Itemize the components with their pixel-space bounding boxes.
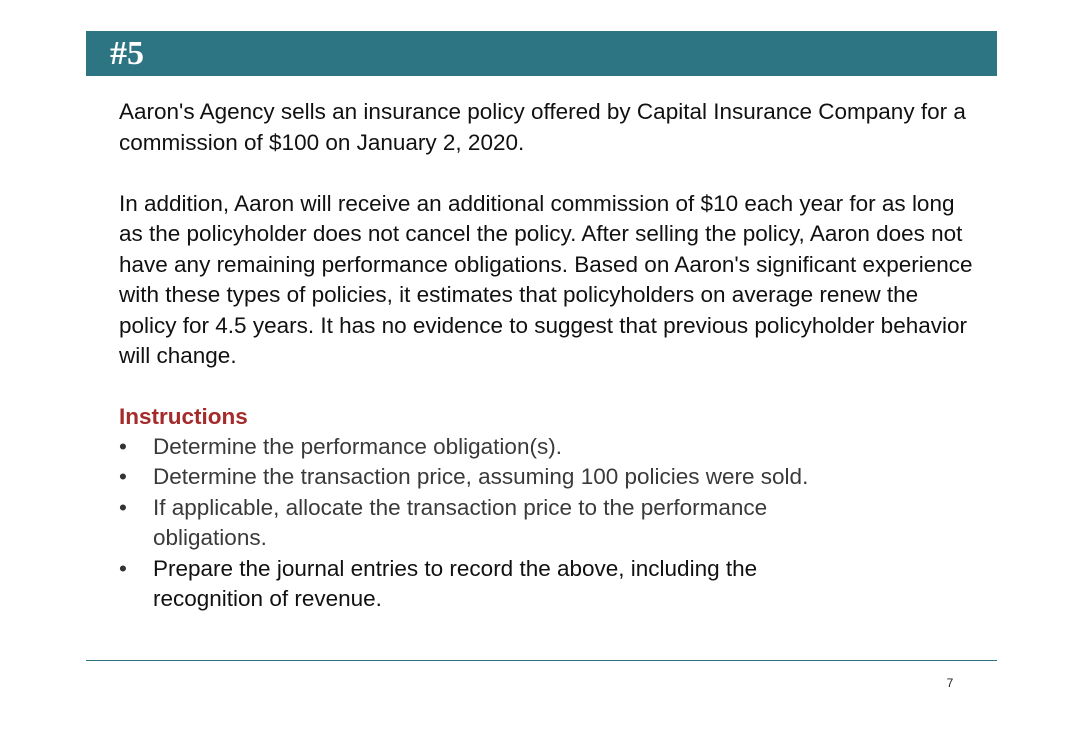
paragraph-intro: Aaron's Agency sells an insurance policy offered by Capital Insurance Company for a commission of $100 on January 2, 2020. (119, 99, 966, 155)
instruction-text: Determine the transaction price, assuming 100 policies were sold. (153, 464, 809, 489)
instruction-text: Determine the performance obligation(s). (153, 433, 562, 459)
bullet-icon: • (119, 433, 127, 459)
list-item (119, 462, 979, 493)
paragraph-details: In addition, Aaron will receive an additional commission of $10 each year for as long as the policyholder does not cancel the policy. After selling the policy, Aaron does not have any remaining performance obligations. Based on Aaron's significant experience with these types of policies, it estimates that policyholders on average renew the policy for 4.5 years. It has no evidence to suggest that previous policyholder behavior will change. (119, 190, 973, 368)
footer-divider (86, 660, 997, 661)
list-item (119, 554, 979, 615)
bullet-icon: • (119, 555, 127, 581)
bullet-icon: • (119, 464, 127, 489)
instructions-heading: Instructions (119, 403, 248, 429)
instruction-text: Prepare the journal entries to record the above, including the recognition of revenue. (153, 555, 758, 611)
title-bar (86, 31, 997, 76)
list-item (119, 493, 979, 554)
instruction-text: If applicable, allocate the transaction price to the performance obligations. (153, 494, 768, 550)
slide-title: #5 (110, 35, 144, 72)
slide-content (119, 97, 979, 615)
bullet-icon: • (119, 494, 127, 520)
page-number: 7 (946, 676, 954, 690)
list-item (119, 432, 979, 463)
instructions-list (119, 432, 979, 615)
